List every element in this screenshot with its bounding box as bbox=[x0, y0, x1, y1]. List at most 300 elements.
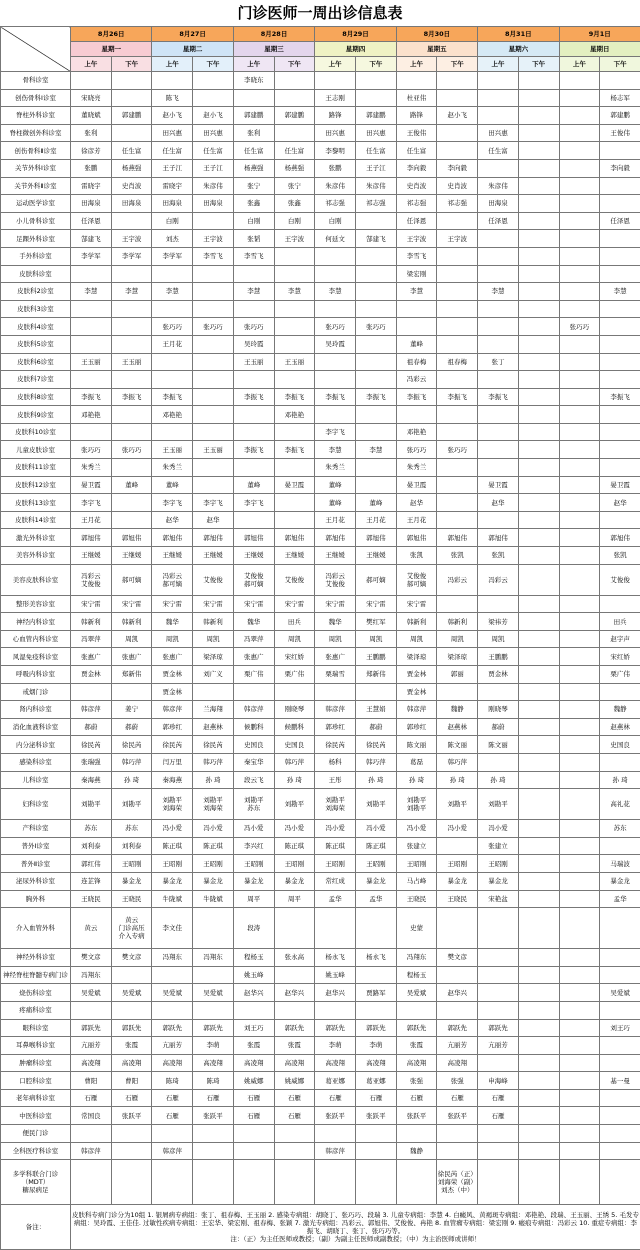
doctor-cell bbox=[193, 265, 234, 283]
note-text: 皮肤科专病门诊分为10组 1. 银屑病专病组：张丁、祖春梅、王玉丽 2. 感染专病组：胡晓丁、张巧巧、段瑞 3. 儿童专病组：李慧 4. 白癜风、黄褐斑专病组：邓艳艳、段瑞、王玉丽、王绣 5. 毛发专病组：吴玲霞、王佳佳. 过敏性疾病专病组：王宏华、梁宏刚、祖春梅、张颖 7. 激光专病组：冯彩云、郭旭伟、艾俊俊、冉艳 8. 血管瘤专病组：梁宏刚 9. 瘢痕专病组：冯彩云 10. 重症专病组：李振飞、胡晓丁、张丁、张巧巧等。 注：（正）为主任医师或教授；（副）为副主任医师或副教授；（中）为主治医师或讲师！ bbox=[71, 1205, 640, 1250]
doctor-cell bbox=[355, 476, 396, 494]
doctor-cell: 魏静 bbox=[396, 1142, 437, 1160]
doctor-cell: 李振飞 bbox=[233, 441, 274, 459]
doctor-cell: 王月花 bbox=[396, 511, 437, 529]
doctor-cell bbox=[518, 371, 559, 389]
doctor-cell bbox=[71, 1001, 112, 1019]
table-row bbox=[1, 648, 640, 666]
doctor-cell bbox=[233, 1125, 274, 1143]
doctor-cell: 韩彦萍 bbox=[152, 1142, 193, 1160]
am-header: 上午 bbox=[559, 57, 600, 72]
doctor-cell bbox=[600, 1037, 640, 1055]
doctor-cell bbox=[274, 1160, 315, 1205]
doctor-cell: 栗广伟 bbox=[600, 666, 640, 684]
doctor-cell bbox=[437, 212, 478, 230]
doctor-cell: 周凯 bbox=[396, 630, 437, 648]
table-row bbox=[1, 335, 640, 353]
header-corner bbox=[1, 27, 71, 72]
department-cell: 皮肤科10诊室 bbox=[1, 423, 71, 441]
table-row bbox=[1, 195, 640, 213]
doctor-cell: 张建立 bbox=[396, 837, 437, 855]
doctor-cell bbox=[111, 318, 152, 336]
doctor-cell: 任生富 bbox=[152, 142, 193, 160]
doctor-cell: 郑新伟 bbox=[355, 666, 396, 684]
department-cell: 呼吸内科诊室 bbox=[1, 666, 71, 684]
table-row bbox=[1, 1037, 640, 1055]
doctor-cell bbox=[559, 107, 600, 125]
doctor-cell bbox=[518, 701, 559, 719]
doctor-cell: 郭旭伟 bbox=[233, 529, 274, 547]
doctor-cell: 姚玉峰 bbox=[315, 966, 356, 984]
doctor-cell: 刘勘平 bbox=[71, 789, 112, 820]
doctor-cell: 亢丽芳 bbox=[478, 1037, 519, 1055]
doctor-cell: 樊红军 bbox=[355, 613, 396, 631]
department-cell: 产科诊室 bbox=[1, 820, 71, 838]
doctor-cell: 张跃平 bbox=[437, 1107, 478, 1125]
doctor-cell bbox=[559, 1037, 600, 1055]
doctor-cell bbox=[111, 1125, 152, 1143]
doctor-cell: 冯小爱 bbox=[152, 820, 193, 838]
page-title: 门诊医师一周出诊信息表 bbox=[0, 0, 640, 26]
table-row bbox=[1, 872, 640, 890]
doctor-cell: 韩巧萍 bbox=[193, 753, 234, 771]
doctor-cell: 赵华 bbox=[152, 511, 193, 529]
doctor-cell: 石雁 bbox=[111, 1089, 152, 1107]
doctor-cell bbox=[355, 89, 396, 107]
doctor-cell bbox=[518, 335, 559, 353]
doctor-cell bbox=[478, 683, 519, 701]
doctor-cell: 黄云 门诊高压 介入专病 bbox=[111, 908, 152, 949]
doctor-cell: 王晓民 bbox=[111, 890, 152, 908]
doctor-cell: 郝蔚 bbox=[355, 718, 396, 736]
table-row bbox=[1, 820, 640, 838]
doctor-cell: 梁祎芳 bbox=[478, 613, 519, 631]
doctor-cell bbox=[355, 300, 396, 318]
doctor-cell: 宋宁雷 bbox=[355, 595, 396, 613]
doctor-cell bbox=[559, 476, 600, 494]
doctor-cell bbox=[559, 1089, 600, 1107]
doctor-cell: 张凯 bbox=[437, 547, 478, 565]
doctor-cell bbox=[559, 1160, 600, 1205]
doctor-cell bbox=[559, 195, 600, 213]
table-row bbox=[1, 855, 640, 873]
doctor-cell: 李慧 bbox=[396, 283, 437, 301]
doctor-cell bbox=[437, 595, 478, 613]
doctor-cell: 郭旭伟 bbox=[111, 529, 152, 547]
doctor-cell: 朱彦伟 bbox=[193, 177, 234, 195]
doctor-cell: 李宇飞 bbox=[152, 494, 193, 512]
doctor-cell: 徐民芮 bbox=[71, 736, 112, 754]
doctor-cell bbox=[274, 683, 315, 701]
doctor-cell: 郭跃先 bbox=[193, 1019, 234, 1037]
doctor-cell: 刘勘平 bbox=[274, 789, 315, 820]
department-cell: 皮肤科4诊室 bbox=[1, 318, 71, 336]
doctor-cell: 宋宁雷 bbox=[111, 595, 152, 613]
table-row bbox=[1, 353, 640, 371]
doctor-cell bbox=[600, 949, 640, 967]
doctor-cell: 王晓民 bbox=[71, 890, 112, 908]
doctor-cell bbox=[600, 1001, 640, 1019]
department-cell: 胸外科 bbox=[1, 890, 71, 908]
doctor-cell bbox=[518, 1125, 559, 1143]
doctor-cell: 张凯 bbox=[478, 547, 519, 565]
doctor-cell: 王宇波 bbox=[437, 230, 478, 248]
doctor-cell: 张巧巧 bbox=[396, 441, 437, 459]
department-cell: 脊柱外科诊室 bbox=[1, 107, 71, 125]
doctor-cell bbox=[559, 984, 600, 1002]
doctor-cell: 韩巧萍 bbox=[111, 753, 152, 771]
doctor-cell bbox=[600, 459, 640, 477]
doctor-cell bbox=[111, 966, 152, 984]
doctor-cell bbox=[193, 335, 234, 353]
doctor-cell: 李萌 bbox=[355, 1037, 396, 1055]
doctor-cell bbox=[233, 459, 274, 477]
doctor-cell bbox=[600, 908, 640, 949]
doctor-cell: 李慧 bbox=[315, 441, 356, 459]
doctor-cell: 郭跃先 bbox=[152, 1019, 193, 1037]
doctor-cell bbox=[518, 1107, 559, 1125]
doctor-cell: 晏卫霞 bbox=[274, 476, 315, 494]
doctor-cell: 宋宁雷 bbox=[152, 595, 193, 613]
doctor-cell bbox=[559, 753, 600, 771]
doctor-cell: 王志刚 bbox=[315, 89, 356, 107]
department-cell: 消化血液科诊室 bbox=[1, 718, 71, 736]
doctor-cell: 陈琦 bbox=[152, 1072, 193, 1090]
doctor-cell bbox=[600, 837, 640, 855]
department-cell: 介入血管外科 bbox=[1, 908, 71, 949]
doctor-cell bbox=[274, 1142, 315, 1160]
doctor-cell bbox=[315, 247, 356, 265]
doctor-cell: 宋宁雷 bbox=[274, 595, 315, 613]
doctor-cell: 杨永飞 bbox=[355, 949, 396, 967]
doctor-cell: 田海泉 bbox=[478, 195, 519, 213]
doctor-cell bbox=[600, 177, 640, 195]
doctor-cell: 周凯 bbox=[152, 630, 193, 648]
table-row bbox=[1, 529, 640, 547]
doctor-cell: 田兴惠 bbox=[193, 124, 234, 142]
doctor-cell: 张跃平 bbox=[315, 1107, 356, 1125]
doctor-cell: 刘勘平 刘海荣 bbox=[152, 789, 193, 820]
doctor-cell: 张强 bbox=[396, 1072, 437, 1090]
doctor-cell bbox=[518, 494, 559, 512]
doctor-cell: 郭跃先 bbox=[274, 1019, 315, 1037]
doctor-cell: 任泽恩 bbox=[396, 212, 437, 230]
doctor-cell: 连芷锋 bbox=[71, 872, 112, 890]
doctor-cell bbox=[71, 300, 112, 318]
doctor-cell bbox=[559, 949, 600, 967]
doctor-cell: 石雁 bbox=[315, 1089, 356, 1107]
date-header: 8月29日 bbox=[315, 27, 396, 42]
doctor-cell bbox=[274, 1125, 315, 1143]
doctor-cell: 牛陇斌 bbox=[193, 890, 234, 908]
doctor-cell: 祖春梅 bbox=[396, 353, 437, 371]
doctor-cell: 宋艳盆 bbox=[478, 890, 519, 908]
doctor-cell: 李萌 bbox=[193, 1037, 234, 1055]
doctor-cell: 暴金龙 bbox=[111, 872, 152, 890]
doctor-cell: 高凌翔 bbox=[355, 1054, 396, 1072]
doctor-cell bbox=[111, 72, 152, 90]
doctor-cell bbox=[559, 1142, 600, 1160]
doctor-cell: 雷晓宇 bbox=[71, 177, 112, 195]
doctor-cell: 冯翔东 bbox=[152, 949, 193, 967]
doctor-cell bbox=[559, 872, 600, 890]
doctor-cell bbox=[193, 388, 234, 406]
doctor-cell: 张宁 bbox=[274, 177, 315, 195]
doctor-cell: 赵华兴 bbox=[437, 984, 478, 1002]
doctor-cell: 曹阳 bbox=[71, 1072, 112, 1090]
doctor-cell bbox=[559, 511, 600, 529]
doctor-cell: 高凌翔 bbox=[274, 1054, 315, 1072]
doctor-cell bbox=[437, 247, 478, 265]
doctor-cell bbox=[152, 371, 193, 389]
doctor-cell bbox=[478, 335, 519, 353]
doctor-cell bbox=[111, 406, 152, 424]
doctor-cell: 徐民芮 bbox=[355, 736, 396, 754]
doctor-cell: 张凯 bbox=[600, 547, 640, 565]
doctor-cell: 周凯 bbox=[274, 630, 315, 648]
doctor-cell: 李晓东 bbox=[233, 72, 274, 90]
doctor-cell bbox=[600, 511, 640, 529]
doctor-cell bbox=[559, 630, 600, 648]
doctor-cell: 姚威娜 bbox=[274, 1072, 315, 1090]
doctor-cell: 艾俊俊 bbox=[274, 564, 315, 595]
doctor-cell: 刘利泰 bbox=[111, 837, 152, 855]
doctor-cell: 李慧 bbox=[233, 283, 274, 301]
doctor-cell: 贾金林 bbox=[478, 666, 519, 684]
doctor-cell: 晏卫霞 bbox=[600, 476, 640, 494]
doctor-cell: 孟华 bbox=[355, 890, 396, 908]
doctor-cell: 李振飞 bbox=[274, 441, 315, 459]
doctor-cell bbox=[478, 72, 519, 90]
doctor-cell: 徐民芮（正） 刘海荣（副） 刘杰（中） bbox=[437, 1160, 478, 1205]
doctor-cell: 高凌翔 bbox=[111, 1054, 152, 1072]
doctor-cell: 张永高 bbox=[274, 949, 315, 967]
doctor-cell: 王宇波 bbox=[193, 230, 234, 248]
table-row bbox=[1, 630, 640, 648]
doctor-cell bbox=[315, 1125, 356, 1143]
doctor-cell: 周凯 bbox=[193, 630, 234, 648]
doctor-cell bbox=[559, 648, 600, 666]
doctor-cell bbox=[478, 230, 519, 248]
doctor-cell: 闫万里 bbox=[152, 753, 193, 771]
doctor-cell: 牛陇斌 bbox=[152, 890, 193, 908]
doctor-cell bbox=[600, 247, 640, 265]
doctor-cell bbox=[518, 195, 559, 213]
doctor-cell: 石雁 bbox=[152, 1107, 193, 1125]
doctor-cell bbox=[518, 441, 559, 459]
doctor-cell: 暴金龙 bbox=[274, 872, 315, 890]
doctor-cell: 王继媛 bbox=[71, 547, 112, 565]
doctor-cell bbox=[355, 1160, 396, 1205]
doctor-cell: 刘王巧 bbox=[233, 1019, 274, 1037]
department-cell: 风湿免疫科诊室 bbox=[1, 648, 71, 666]
doctor-cell bbox=[600, 1125, 640, 1143]
doctor-cell bbox=[355, 283, 396, 301]
doctor-cell bbox=[193, 459, 234, 477]
doctor-cell: 韩巧萍 bbox=[355, 753, 396, 771]
department-cell: 普外Ⅱ诊室 bbox=[1, 855, 71, 873]
doctor-cell: 冯小爱 bbox=[315, 820, 356, 838]
doctor-cell: 孟华 bbox=[315, 890, 356, 908]
doctor-cell bbox=[355, 247, 396, 265]
table-row bbox=[1, 300, 640, 318]
department-cell: 眼科诊室 bbox=[1, 1019, 71, 1037]
doctor-cell: 王玉丽 bbox=[71, 353, 112, 371]
doctor-cell: 陈琦 bbox=[193, 1072, 234, 1090]
doctor-cell: 吴爱斌 bbox=[71, 984, 112, 1002]
doctor-cell bbox=[111, 89, 152, 107]
doctor-cell bbox=[233, 1001, 274, 1019]
doctor-cell: 王俊伟 bbox=[396, 124, 437, 142]
department-cell: 疼痛科诊室 bbox=[1, 1001, 71, 1019]
doctor-cell: 陈正琪 bbox=[152, 837, 193, 855]
doctor-cell bbox=[559, 159, 600, 177]
doctor-cell: 梁宏刚 bbox=[396, 265, 437, 283]
doctor-cell: 李雪飞 bbox=[193, 247, 234, 265]
doctor-cell bbox=[233, 511, 274, 529]
doctor-cell bbox=[315, 1160, 356, 1205]
doctor-cell: 高凌翔 bbox=[437, 1054, 478, 1072]
doctor-cell: 李振飞 bbox=[478, 388, 519, 406]
doctor-cell: 高凌翔 bbox=[315, 1054, 356, 1072]
doctor-cell: 任生富 bbox=[111, 142, 152, 160]
doctor-cell bbox=[111, 1001, 152, 1019]
doctor-cell bbox=[193, 908, 234, 949]
doctor-cell: 张鑫 bbox=[274, 195, 315, 213]
doctor-cell: 石雁 bbox=[396, 1089, 437, 1107]
doctor-cell: 石雁 bbox=[437, 1089, 478, 1107]
doctor-cell: 李慧 bbox=[478, 283, 519, 301]
doctor-cell: 何延文 bbox=[315, 230, 356, 248]
doctor-cell: 梁泽琼 bbox=[396, 648, 437, 666]
doctor-cell: 冯小爱 bbox=[193, 820, 234, 838]
department-cell: 关节外科Ⅱ诊室 bbox=[1, 177, 71, 195]
doctor-cell: 孙 琦 bbox=[478, 771, 519, 789]
am-header: 上午 bbox=[233, 57, 274, 72]
doctor-cell: 周凯 bbox=[315, 630, 356, 648]
doctor-cell: 栗瑞雪 bbox=[315, 666, 356, 684]
doctor-cell bbox=[518, 966, 559, 984]
doctor-cell: 陈文丽 bbox=[437, 736, 478, 754]
doctor-cell: 陈正琪 bbox=[274, 837, 315, 855]
doctor-cell bbox=[518, 855, 559, 873]
doctor-cell: 王慧娟 bbox=[355, 701, 396, 719]
department-cell: 神经外科诊室 bbox=[1, 949, 71, 967]
doctor-cell: 李振飞 bbox=[437, 388, 478, 406]
doctor-cell: 张巧巧 bbox=[559, 318, 600, 336]
doctor-cell bbox=[518, 423, 559, 441]
doctor-cell bbox=[518, 753, 559, 771]
doctor-cell: 郝可嫡 bbox=[355, 564, 396, 595]
doctor-cell bbox=[518, 406, 559, 424]
doctor-cell: 史国良 bbox=[600, 736, 640, 754]
doctor-cell bbox=[559, 1054, 600, 1072]
doctor-cell bbox=[518, 212, 559, 230]
doctor-cell: 高凌翔 bbox=[396, 1054, 437, 1072]
department-cell: 儿科诊室 bbox=[1, 771, 71, 789]
doctor-cell: 樊文彦 bbox=[437, 949, 478, 967]
doctor-cell: 徐民芮 bbox=[152, 736, 193, 754]
doctor-cell bbox=[111, 371, 152, 389]
doctor-cell bbox=[274, 371, 315, 389]
doctor-cell: 任生富 bbox=[396, 142, 437, 160]
doctor-cell bbox=[355, 406, 396, 424]
doctor-cell bbox=[518, 630, 559, 648]
doctor-cell: 朱彦伟 bbox=[315, 177, 356, 195]
doctor-cell: 李慧 bbox=[111, 283, 152, 301]
doctor-cell: 梁泽琼 bbox=[193, 648, 234, 666]
department-cell: 皮肤科诊室 bbox=[1, 265, 71, 283]
doctor-cell: 冯小爱 bbox=[396, 820, 437, 838]
am-header: 上午 bbox=[478, 57, 519, 72]
doctor-cell bbox=[478, 753, 519, 771]
doctor-cell: 张惠广 bbox=[111, 648, 152, 666]
doctor-cell: 郑新伟 bbox=[111, 666, 152, 684]
doctor-cell bbox=[600, 72, 640, 90]
doctor-cell bbox=[437, 406, 478, 424]
department-cell: 骨科诊室 bbox=[1, 72, 71, 90]
doctor-cell: 王月花 bbox=[355, 511, 396, 529]
doctor-cell: 苏东 bbox=[111, 820, 152, 838]
doctor-cell: 兰海翔 bbox=[193, 701, 234, 719]
doctor-cell: 郭跃先 bbox=[396, 1019, 437, 1037]
doctor-cell: 杨燕强 bbox=[274, 159, 315, 177]
table-row bbox=[1, 789, 640, 820]
doctor-cell: 苏东 bbox=[71, 820, 112, 838]
table-row bbox=[1, 1089, 640, 1107]
doctor-cell bbox=[518, 666, 559, 684]
am-header: 上午 bbox=[315, 57, 356, 72]
doctor-cell: 李向毅 bbox=[396, 159, 437, 177]
table-row bbox=[1, 124, 640, 142]
department-cell: 皮肤科2诊室 bbox=[1, 283, 71, 301]
doctor-cell bbox=[437, 494, 478, 512]
doctor-cell: 田海泉 bbox=[193, 195, 234, 213]
doctor-cell: 程杨玉 bbox=[396, 966, 437, 984]
table-row bbox=[1, 564, 640, 595]
doctor-cell bbox=[478, 265, 519, 283]
doctor-cell: 冯翔东 bbox=[396, 949, 437, 967]
doctor-cell: 董峰 bbox=[315, 494, 356, 512]
doctor-cell: 赵华 bbox=[193, 511, 234, 529]
department-cell: 全科医疗科诊室 bbox=[1, 1142, 71, 1160]
doctor-cell: 陈文丽 bbox=[396, 736, 437, 754]
doctor-cell bbox=[193, 212, 234, 230]
doctor-cell bbox=[518, 159, 559, 177]
doctor-cell: 董峰 bbox=[315, 476, 356, 494]
weekday-header: 星期五 bbox=[396, 42, 477, 57]
weekday-header: 星期四 bbox=[315, 42, 396, 57]
doctor-cell: 冯小爱 bbox=[437, 820, 478, 838]
doctor-cell: 田兵 bbox=[600, 613, 640, 631]
doctor-cell: 韩彦萍 bbox=[396, 701, 437, 719]
doctor-cell bbox=[559, 406, 600, 424]
doctor-cell: 张利 bbox=[233, 124, 274, 142]
doctor-cell bbox=[478, 949, 519, 967]
doctor-cell: 周平 bbox=[274, 890, 315, 908]
doctor-cell: 冯彩云 bbox=[396, 371, 437, 389]
table-row bbox=[1, 1107, 640, 1125]
doctor-cell bbox=[437, 423, 478, 441]
doctor-cell bbox=[437, 1001, 478, 1019]
doctor-cell: 田海泉 bbox=[152, 195, 193, 213]
doctor-cell: 张鹏 bbox=[71, 159, 112, 177]
doctor-cell: 韩彦萍 bbox=[315, 1142, 356, 1160]
doctor-cell bbox=[518, 564, 559, 595]
doctor-cell: 姜宁 bbox=[111, 701, 152, 719]
table-row bbox=[1, 1054, 640, 1072]
department-cell: 儿童皮肤诊室 bbox=[1, 441, 71, 459]
